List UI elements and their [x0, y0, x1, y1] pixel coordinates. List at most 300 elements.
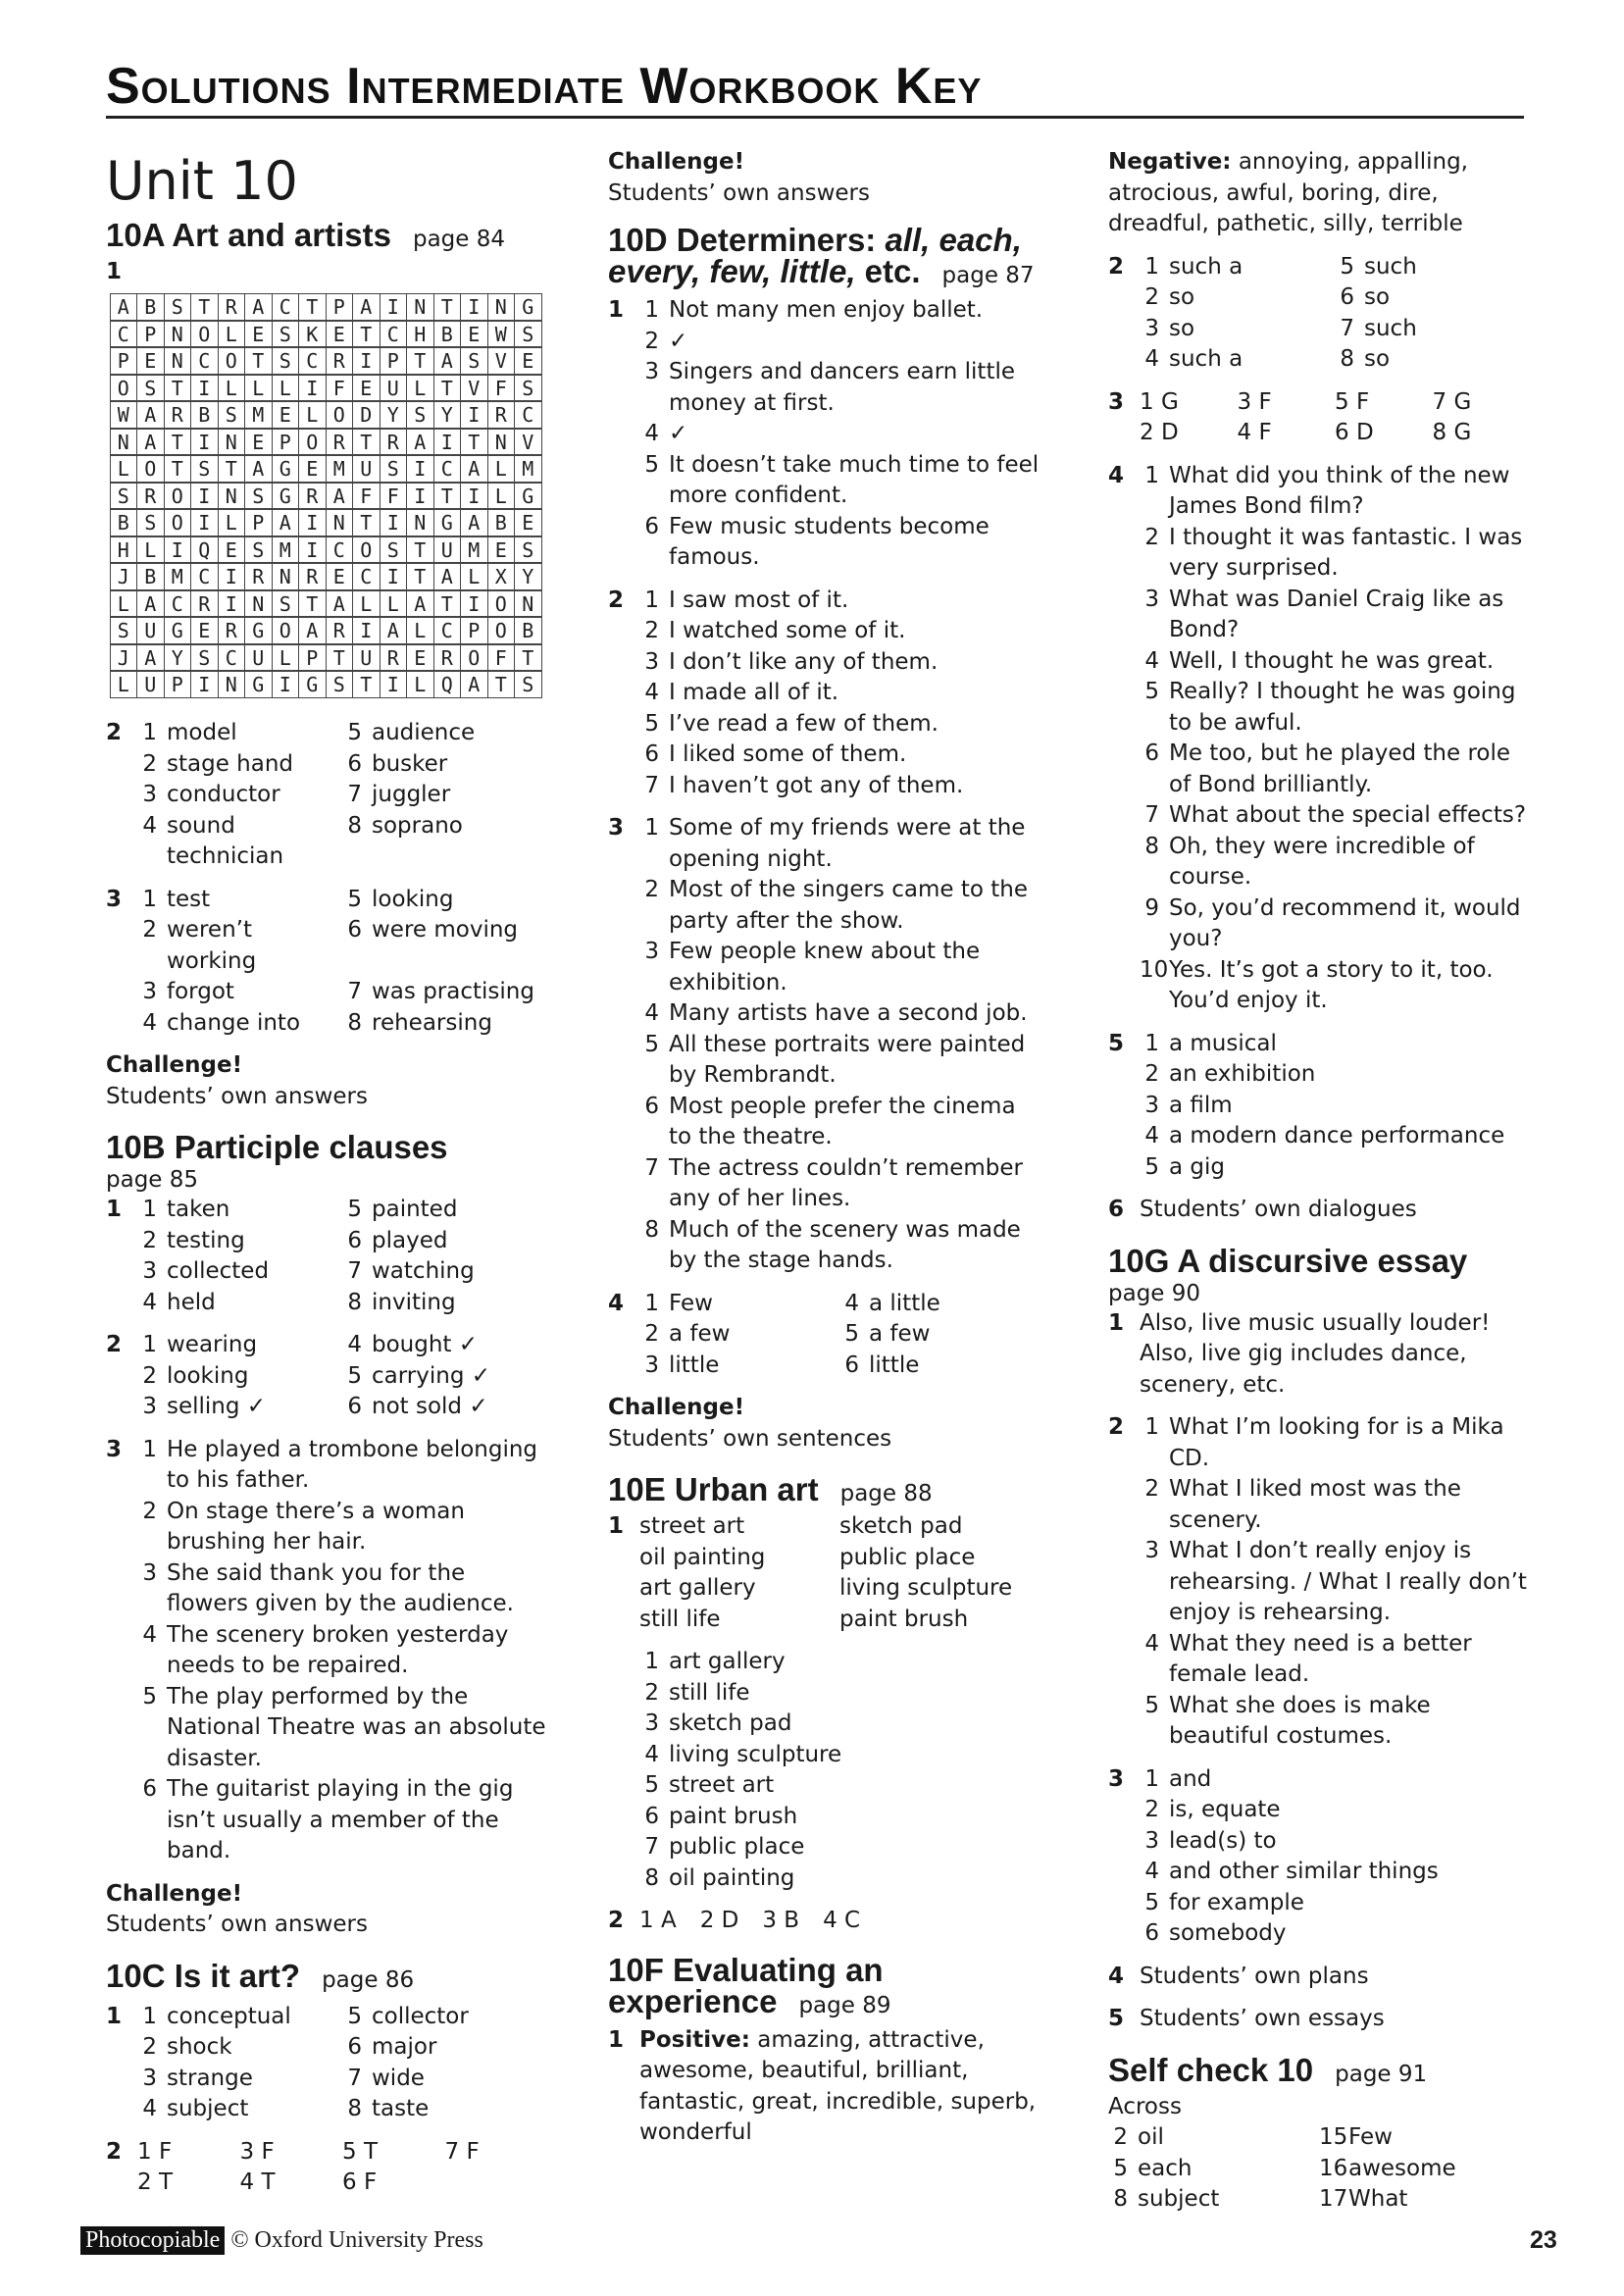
exercise-number: 4 [608, 1290, 625, 1316]
item-number: 2 [142, 917, 157, 943]
exercise-number [106, 1008, 137, 1040]
answer-item [608, 875, 1040, 937]
answer-cell: 6 D [1335, 420, 1374, 445]
item-text: street art [669, 1772, 775, 1798]
answer-item [342, 749, 547, 781]
answer-cell: 5 T [342, 2138, 378, 2165]
wordsearch-cell: S [218, 401, 246, 429]
wordsearch-cell: I [272, 671, 300, 698]
word: public place [839, 1544, 976, 1570]
exercise-number [608, 709, 639, 740]
item-text: looking [372, 886, 454, 912]
answer-row [608, 1906, 1040, 1937]
wordsearch-cell: O [326, 401, 354, 429]
wordsearch-cell: O [110, 375, 138, 402]
s10f-ex5 [1108, 1029, 1530, 1184]
answer-cell [445, 2168, 548, 2199]
wordsearch-cell: L [487, 455, 516, 483]
item-text: shock [167, 2034, 232, 2060]
item-number: 1 [644, 815, 659, 841]
exercise-number [608, 450, 639, 512]
wordsearch-cell: A [460, 509, 488, 536]
wordsearch-cell: S [514, 671, 542, 698]
word: art gallery [639, 1575, 756, 1601]
wordsearch-cell: H [110, 536, 138, 564]
item-text: Really? I thought he was going to be awful. [1169, 679, 1516, 736]
wordsearch-cell: C [326, 536, 354, 564]
wordsearch-cell: A [136, 429, 165, 456]
s10d-ex2 [608, 586, 1040, 802]
item-text: It doesn’t take much time to feel more confident. [669, 451, 1040, 508]
wordsearch-cell: N [272, 563, 300, 590]
answer-item [1140, 344, 1335, 376]
wordsearch-cell: I [460, 590, 488, 618]
answer-item [1108, 1691, 1530, 1753]
exercise-number [1108, 955, 1140, 1017]
wordsearch-cell: B [136, 563, 165, 590]
exercise-number: 2 [106, 2138, 123, 2165]
wordsearch-cell: A [244, 455, 273, 483]
s10f-ex6: 6 Students’ own dialogues [1108, 1197, 1417, 1222]
wordsearch-cell: S [380, 536, 408, 564]
wordsearch-cell: N [164, 347, 192, 375]
wordsearch-cell: I [190, 483, 219, 510]
item-text: Few people knew about the exhibition. [669, 939, 981, 995]
wordsearch-cell: N [326, 509, 354, 536]
answer-item [342, 780, 547, 811]
answer-item [1108, 1152, 1530, 1184]
wordsearch-cell: I [380, 671, 408, 698]
answer-item [342, 1330, 547, 1361]
wordsearch-cell: T [164, 455, 192, 483]
item-text: and other similar things [1169, 1859, 1439, 1884]
item-text: painted [372, 1197, 458, 1222]
s10a-ex3 [106, 885, 547, 1040]
item-number: 2 [1144, 1476, 1159, 1502]
wordsearch-cell: G [514, 483, 542, 510]
answer-item [1108, 1091, 1530, 1122]
exercise-number [106, 2168, 137, 2199]
item-number: 10 [1140, 956, 1169, 983]
wordsearch-row [110, 536, 541, 564]
wordsearch-cell: T [406, 347, 434, 375]
word: oil painting [639, 1544, 766, 1570]
answer-item [608, 1832, 1040, 1863]
exercise-number [106, 1497, 137, 1558]
item-text: soprano [372, 812, 463, 839]
answer-item [137, 1361, 342, 1393]
exercise-number [608, 419, 639, 450]
wordsearch-cell: L [218, 321, 246, 348]
answer-item [137, 2032, 342, 2064]
exercise-number [106, 1256, 137, 1288]
answer-item [342, 2064, 547, 2095]
wordsearch-cell: I [298, 509, 327, 536]
answer-item [342, 718, 547, 749]
answer-item [1335, 252, 1530, 283]
wordsearch-cell: A [298, 617, 327, 644]
wordsearch-cell: L [110, 455, 138, 483]
item-number: 4 [644, 1741, 659, 1767]
wordsearch-cell: U [352, 644, 381, 672]
item-text: awesome [1348, 2155, 1456, 2181]
s10c-ex1 [106, 2002, 547, 2125]
item-number: 8 [644, 1864, 659, 1891]
item-number: 4 [1144, 1630, 1159, 1657]
exercise-number [1108, 1857, 1140, 1888]
wordsearch-cell: E [406, 644, 434, 672]
wordsearch-cell: R [380, 644, 408, 672]
s10g-ex2 [1108, 1412, 1530, 1753]
item-text: Few music students become famous. [669, 513, 990, 570]
item-number: 3 [142, 782, 157, 807]
item-number: 8 [347, 1289, 362, 1315]
wordsearch-cell: R [380, 429, 408, 456]
wordsearch-cell: N [218, 483, 246, 510]
answer-row [106, 2137, 547, 2168]
wordsearch-cell: B [190, 401, 219, 429]
item-number: 5 [347, 886, 362, 912]
item-number: 6 [644, 1803, 659, 1829]
wordsearch-cell: B [136, 293, 165, 321]
answer-item [1335, 314, 1530, 345]
exercise-number: 2 [1108, 253, 1125, 280]
item-number: 1 [1144, 1030, 1159, 1056]
answer-item [106, 1774, 547, 1867]
exercise-number: 1 [106, 1197, 123, 1222]
wordsearch-cell: S [406, 401, 434, 429]
item-text: What [1348, 2186, 1408, 2212]
wordsearch-cell: S [110, 617, 138, 644]
item-text: Well, I thought he was great. [1169, 647, 1495, 674]
wordsearch-cell: I [190, 375, 219, 402]
answer-item [106, 1497, 547, 1558]
answer-item [608, 1030, 1040, 1092]
answer-cell: 4 C [823, 1908, 861, 1933]
wordsearch-cell: E [136, 347, 165, 375]
wordsearch-cell: Q [433, 671, 462, 698]
item-number: 3 [644, 1710, 659, 1736]
item-text: looking [167, 1362, 249, 1389]
item-text: such a [1169, 253, 1243, 280]
wordsearch-cell: S [136, 509, 165, 536]
wordsearch-cell: G [272, 455, 300, 483]
wordsearch-cell: O [164, 509, 192, 536]
answer-item [1108, 677, 1530, 739]
wordsearch-cell: E [514, 347, 542, 375]
exercise-number [1108, 1918, 1140, 1950]
item-number: 5 [347, 2003, 362, 2029]
item-number: 1 [1144, 462, 1159, 488]
exercise-number [106, 811, 137, 873]
item-text: a gig [1169, 1153, 1225, 1180]
wordsearch-cell: A [326, 483, 354, 510]
wordsearch-cell: G [272, 483, 300, 510]
item-number: 5 [1144, 1889, 1159, 1915]
wordsearch-cell: C [164, 590, 192, 618]
item-text: so [1364, 346, 1391, 372]
wordsearch-cell: R [164, 401, 192, 429]
wordsearch-row [110, 590, 541, 618]
item-number: 2 [1144, 1797, 1159, 1822]
exercise-number: 1 [106, 2003, 123, 2029]
wordsearch-cell: F [487, 644, 516, 672]
item-text: What I don’t really enjoy is rehearsing. / What I really don’t enjoy is rehearsing. [1169, 1538, 1527, 1625]
wordsearch-cell: S [272, 347, 300, 375]
wordsearch-cell: M [514, 455, 542, 483]
answer-item [608, 1092, 1040, 1153]
item-number: 4 [844, 1290, 859, 1316]
item-number: 7 [644, 1154, 659, 1181]
item-text: Most people prefer the cinema to the theatre. [669, 1093, 1016, 1149]
item-number: 3 [142, 1258, 157, 1284]
item-number: 17 [1319, 2186, 1348, 2212]
item-text: Oh, they were incredible of course. [1169, 833, 1475, 890]
exercise-number: 3 [1108, 1765, 1125, 1792]
exercise-number [106, 977, 137, 1008]
exercise-number [608, 771, 639, 802]
item-number: 5 [1340, 253, 1354, 280]
item-text: On stage there’s a woman brushing her hair. [167, 1498, 465, 1555]
item-text: so [1169, 315, 1195, 341]
exercise-number [608, 1605, 639, 1636]
item-number: 2 [644, 1321, 659, 1347]
wordsearch-cell: N [218, 671, 246, 698]
wordsearch-cell: T [298, 590, 327, 618]
item-number: 5 [644, 710, 659, 737]
exercise-number: 3 [608, 815, 625, 841]
exercise-number [608, 1215, 639, 1277]
answer-cell: 7 G [1432, 388, 1472, 415]
s10e-ex1 [608, 1511, 1040, 1894]
exercise-number: 2 [106, 720, 123, 745]
wordsearch-cell: S [244, 483, 273, 510]
exercise-number [106, 915, 137, 977]
item-number: 6 [1340, 284, 1354, 310]
wordsearch-cell: E [514, 509, 542, 536]
item-text: collector [372, 2003, 469, 2029]
wordsearch-cell: T [352, 671, 381, 698]
wordsearch-cell: L [352, 590, 381, 618]
item-text: held [167, 1289, 216, 1315]
item-number: 1 [644, 297, 659, 323]
item-text: a little [869, 1290, 940, 1316]
exercise-number [106, 1774, 137, 1867]
answer-item [342, 2002, 547, 2033]
word: sketch pad [839, 1513, 963, 1539]
item-number: 4 [644, 421, 659, 446]
wordsearch-cell: R [298, 483, 327, 510]
exercise-number [1108, 1059, 1140, 1091]
item-number: 2 [644, 618, 659, 643]
item-number: 4 [644, 680, 659, 705]
wordsearch-cell: I [298, 375, 327, 402]
item-text: What I’m looking for is a Mika CD. [1169, 1414, 1504, 1471]
item-text: weren’t working [167, 917, 257, 974]
answer-item [608, 327, 1040, 358]
item-number: 2 [1144, 284, 1159, 310]
item-number: 1 [644, 1649, 659, 1674]
wordsearch-cell: R [487, 401, 516, 429]
answer-item [608, 357, 1040, 419]
item-number: 5 [347, 1362, 362, 1389]
wordsearch-cell: G [298, 671, 327, 698]
wordsearch-cell: S [326, 671, 354, 698]
s10d-ex3 [608, 813, 1040, 1277]
item-text: taste [372, 2096, 430, 2121]
wordsearch-cell: O [460, 644, 488, 672]
exercise-number [608, 1030, 639, 1092]
exercise-number [608, 647, 639, 679]
answer-item [342, 1288, 547, 1319]
item-number: 2 [142, 750, 157, 777]
wordsearch-cell: G [244, 671, 273, 698]
item-text: What they need is a better female lead. [1169, 1630, 1472, 1687]
answer-item [137, 1226, 342, 1257]
s10f-ex3 [1108, 387, 1530, 449]
answer-item [1108, 1888, 1530, 1919]
answer-item [1108, 523, 1530, 585]
item-text: not sold ✓ [372, 1394, 488, 1419]
item-text: public place [669, 1834, 805, 1860]
item-text: I liked some of them. [669, 741, 907, 767]
section-10g-title: 10G A discursive essay [1108, 1242, 1468, 1279]
wordsearch-cell: E [272, 401, 300, 429]
exercise-number [608, 512, 639, 574]
wordsearch-cell: S [460, 347, 488, 375]
wordsearch-cell: E [218, 536, 246, 564]
answer-item [342, 2094, 547, 2125]
item-number: 1 [142, 1332, 157, 1357]
wordsearch-cell: L [406, 375, 434, 402]
answer-item [1108, 2154, 1319, 2185]
item-number: 5 [347, 720, 362, 745]
item-text: carrying ✓ [372, 1362, 491, 1389]
wordsearch-cell: A [406, 429, 434, 456]
item-text: Yes. It’s got a story to it, too. You’d enjoy it. [1169, 956, 1494, 1013]
wordsearch-cell: N [164, 321, 192, 348]
answer-item [137, 1392, 342, 1423]
item-text: so [1364, 284, 1391, 310]
exercise-number [608, 1832, 639, 1863]
item-number: 15 [1319, 2124, 1348, 2150]
exercise-number [608, 1678, 639, 1709]
wordsearch-cell: R [433, 644, 462, 672]
wordsearch-cell: T [164, 375, 192, 402]
answer-row [1108, 418, 1530, 449]
exercise-number [1108, 677, 1140, 739]
wordsearch-cell: S [190, 455, 219, 483]
answer-item [137, 1330, 342, 1361]
wordsearch-cell: S [244, 536, 273, 564]
wordsearch-cell: Y [164, 644, 192, 672]
item-number: 2 [142, 1362, 157, 1389]
exercise-number [608, 1543, 639, 1574]
section-10f-title: 10F Evaluating an experience page 89 [608, 1951, 891, 2019]
item-text: He played a trombone belonging to his father. [167, 1436, 538, 1493]
wordsearch-cell: I [433, 429, 462, 456]
item-number: 1 [142, 2003, 157, 2029]
item-number: 1 [142, 1436, 157, 1462]
wordsearch-cell: C [514, 401, 542, 429]
item-text: is, equate [1169, 1797, 1281, 1822]
section-10g-page: page 90 [1108, 1280, 1201, 1306]
wordsearch-cell: T [352, 429, 381, 456]
answer-item [608, 1863, 1040, 1895]
wordsearch-cell: B [487, 509, 516, 536]
wordsearch-cell: V [460, 375, 488, 402]
item-text: a musical [1169, 1030, 1277, 1056]
wordsearch-cell: R [218, 617, 246, 644]
answer-item [608, 1678, 1040, 1709]
item-text: for example [1169, 1889, 1304, 1915]
section-10e-title: 10E Urban art page 88 [608, 1471, 933, 1507]
wordsearch-row [110, 375, 541, 402]
item-number: 4 [142, 1289, 157, 1315]
item-text: little [869, 1352, 920, 1378]
answer-item [342, 1008, 547, 1040]
item-number: 1 [142, 886, 157, 912]
wordsearch-row [110, 348, 541, 376]
answer-item [608, 450, 1040, 512]
item-number: 7 [1340, 315, 1354, 341]
answer-item [137, 1008, 342, 1040]
answer-item [1108, 1059, 1530, 1091]
wordsearch-cell: R [326, 347, 354, 375]
wordsearch-cell: E [244, 429, 273, 456]
word: street art [639, 1513, 745, 1539]
wordsearch-cell: I [460, 401, 488, 429]
item-text: model [167, 720, 237, 745]
item-number: 6 [347, 1394, 362, 1419]
answer-item [1108, 1474, 1530, 1536]
wordsearch-cell: A [460, 671, 488, 698]
wordsearch-cell: R [326, 429, 354, 456]
wordsearch-cell: A [380, 617, 408, 644]
section-selfcheck-title: Self check 10 page 91 [1108, 2051, 1428, 2088]
wordsearch-cell: S [514, 375, 542, 402]
exercise-number [106, 2064, 137, 2095]
item-text: such [1364, 315, 1417, 341]
item-text: paint brush [669, 1803, 798, 1829]
wordsearch-cell: L [487, 483, 516, 510]
exercise-number: 3 [106, 1436, 123, 1462]
item-number: 3 [1144, 586, 1159, 612]
exercise-number [608, 740, 639, 771]
wordsearch-cell: A [110, 293, 138, 321]
answer-item [1108, 1121, 1530, 1152]
wordsearch-cell: T [406, 563, 434, 590]
answer-item [839, 1319, 1040, 1351]
item-text: What I liked most was the scenery. [1169, 1476, 1461, 1533]
item-number: 4 [1144, 346, 1159, 372]
item-number: 3 [142, 2065, 157, 2091]
answer-item [137, 977, 342, 1008]
wordsearch-cell: A [272, 509, 300, 536]
item-text: such a [1169, 346, 1243, 372]
wordsearch-cell: B [110, 509, 138, 536]
wordsearch-cell: P [380, 347, 408, 375]
answer-item [608, 295, 1040, 327]
answer-item [106, 1558, 547, 1620]
column-2 [608, 147, 1040, 2149]
wordsearch-row [110, 618, 541, 645]
wordsearch-cell: E [298, 455, 327, 483]
exercise-number [608, 1319, 639, 1351]
wordsearch-cell: N [244, 590, 273, 618]
item-number: 4 [1144, 1859, 1159, 1884]
wordsearch-cell: Q [190, 536, 219, 564]
